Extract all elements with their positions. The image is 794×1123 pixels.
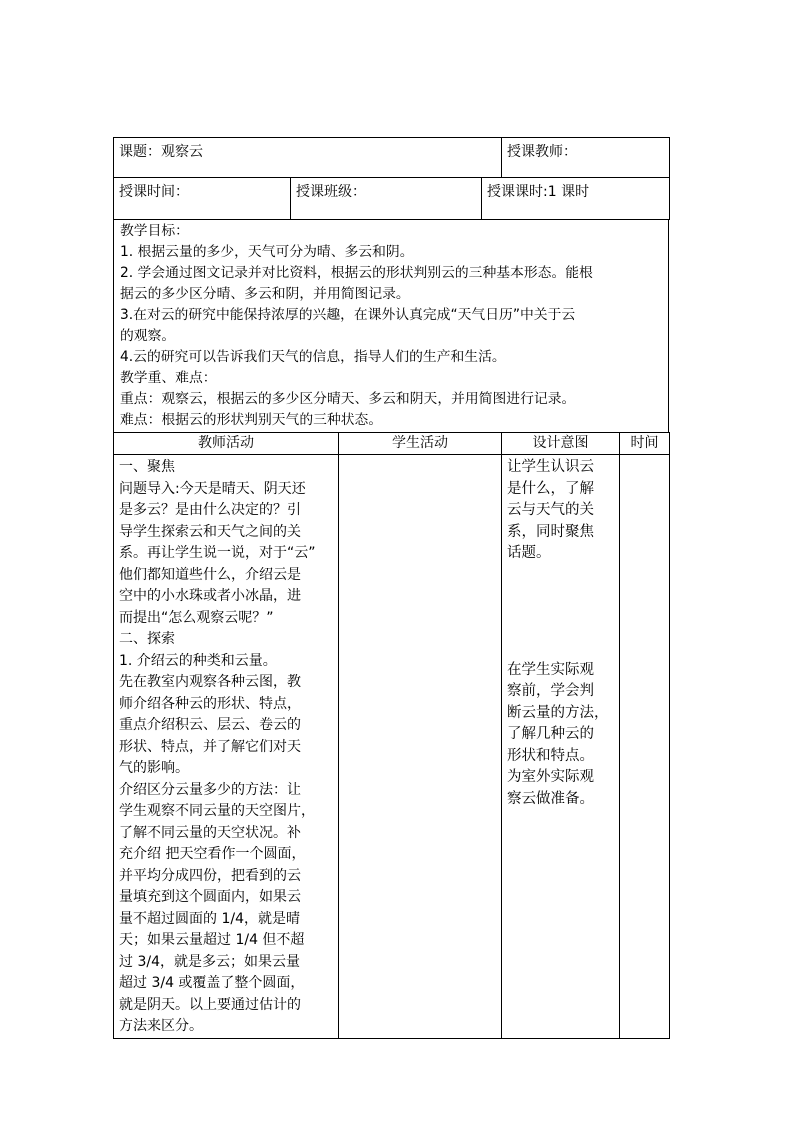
teacher-activity-line: 方法来区分。	[119, 1018, 203, 1034]
lesson-plan-table	[113, 137, 670, 178]
goals-line: 1. 根据云量的多少，天气可分为晴、多云和阴。	[120, 244, 414, 260]
design-intent-line: 话题。	[507, 545, 551, 561]
goals-line: 重点：观察云，根据云的多少区分晴天、多云和阴天，并用简图进行记录。	[120, 391, 576, 407]
teacher-activity-line: 空中的小水珠或者小冰晶，进	[119, 588, 301, 604]
goals-line: 教学重、难点：	[120, 370, 217, 386]
teacher-activity-line: 了解不同云量的天空状况。补	[119, 824, 301, 841]
teacher-activity-line: 一、聚焦	[119, 459, 175, 475]
time-label: 授课时间：	[119, 184, 189, 200]
teacher-activity-line: 天；如果云量超过 1/4 但不超	[119, 932, 305, 948]
design-intent-line: 察前，学会判	[507, 683, 594, 699]
design-intent-line: 察云做准备。	[507, 790, 594, 807]
column-header-design-intent: 设计意图	[502, 433, 620, 455]
teacher-activity-line: 并平均分成四份，把看到的云	[119, 867, 301, 884]
time-column-cell	[620, 455, 670, 1039]
class-cell	[291, 178, 482, 220]
teacher-activity-line: 他们都知道些什么，介绍云是	[119, 566, 301, 583]
teacher-activity-line: 量填充到这个圆面内，如果云	[119, 889, 301, 905]
teacher-activity-line: 问题导入:今天是晴天、阴天还	[119, 480, 306, 497]
teacher-activity-line: 是多云？是由什么决定的？引	[119, 502, 301, 518]
teacher-activity-line: 重点介绍积云、层云、卷云的	[119, 717, 301, 733]
column-header-student-activity: 学生活动	[339, 433, 502, 455]
info-table	[113, 177, 670, 220]
hours-label: 授课课时:1 课时	[487, 184, 590, 200]
design-intent-line: 是什么，了解	[507, 480, 594, 497]
teacher-activity-line: 气的影响。	[119, 760, 189, 776]
design-intent-line: 为室外实际观	[507, 769, 594, 785]
teacher-activity-line: 系。再让学生说一说，对于“云”	[119, 545, 316, 561]
teacher-activity-line: 就是阴天。以上要通过估计的	[119, 996, 301, 1013]
goals-line: 教学目标：	[120, 223, 189, 239]
student-activity-cell	[339, 455, 502, 1039]
teacher-activity-line: 而提出“怎么观察云呢？”	[119, 609, 274, 626]
hours-cell	[482, 178, 670, 220]
goals-line: 难点：根据云的形状判别天气的三种状态。	[120, 412, 383, 428]
design-intent-cell	[502, 455, 620, 1039]
teacher-activity-line: 介绍区分云量多少的方法：让	[119, 781, 301, 798]
teacher-activity-line: 充介绍 把天空看作一个圆面，	[119, 846, 306, 862]
teacher-activity-line: 量不超过圆面的 1/4，就是晴	[119, 910, 300, 927]
teacher-activity-cell	[114, 455, 339, 1039]
goals-line: 据云的多少区分晴、多云和阴，并用简图记录。	[120, 286, 410, 302]
teacher-label: 授课教师：	[507, 144, 577, 160]
teacher-activity-line: 超过 3/4 或覆盖了整个圆面，	[119, 975, 305, 991]
goals-line: 4.云的研究可以告诉我们天气的信息，指导人们的生产和生活。	[120, 349, 506, 365]
teacher-activity-line: 学生观察不同云量的天空图片，	[119, 803, 315, 819]
topic-cell	[114, 138, 502, 178]
teacher-activity-line: 导学生探索云和天气之间的关	[119, 523, 301, 540]
design-intent-block-1	[507, 457, 614, 565]
goals-line: 2. 学会通过图文记录并对比资料，根据云的形状判别云的三种基本形态。能根	[120, 265, 593, 281]
column-header-time: 时间	[620, 433, 670, 455]
topic-label: 课题：观察云	[119, 144, 203, 160]
teacher-activity-line: 形状、特点，并了解它们对天	[119, 738, 301, 755]
teacher-activity-line: 师介绍各种云的形状、特点，	[119, 695, 301, 712]
design-intent-line: 在学生实际观	[507, 661, 594, 678]
teacher-activity-line: 1. 介绍云的种类和云量。	[119, 652, 277, 669]
teacher-activity-line: 二、探索	[119, 631, 175, 647]
goals-table	[113, 219, 669, 433]
design-intent-line: 了解几种云的	[507, 726, 594, 742]
class-label: 授课班级：	[296, 184, 366, 200]
column-header-teacher-activity: 教师活动	[114, 433, 339, 455]
design-intent-line: 形状和特点。	[507, 747, 594, 764]
goals-line: 3.在对云的研究中能保持浓厚的兴趣，在课外认真完成“天气日历”中关于云	[120, 307, 576, 323]
teaching-goals-cell	[114, 220, 669, 433]
goals-line: 的观察。	[120, 328, 176, 344]
activity-table	[113, 432, 670, 1039]
teacher-cell	[502, 138, 670, 178]
design-intent-line: 系，同时聚焦	[507, 523, 594, 540]
design-intent-block-2	[507, 660, 614, 811]
teacher-activity-line: 先在教室内观察各种云图，教	[119, 674, 301, 690]
time-cell	[114, 178, 291, 220]
design-intent-line: 让学生认识云	[507, 459, 594, 475]
lesson-plan-sheet	[113, 137, 669, 1039]
design-intent-line: 断云量的方法，	[507, 704, 609, 721]
teacher-activity-line: 过 3/4，就是多云；如果云量	[119, 953, 300, 970]
design-intent-line: 云与天气的关	[507, 502, 594, 518]
